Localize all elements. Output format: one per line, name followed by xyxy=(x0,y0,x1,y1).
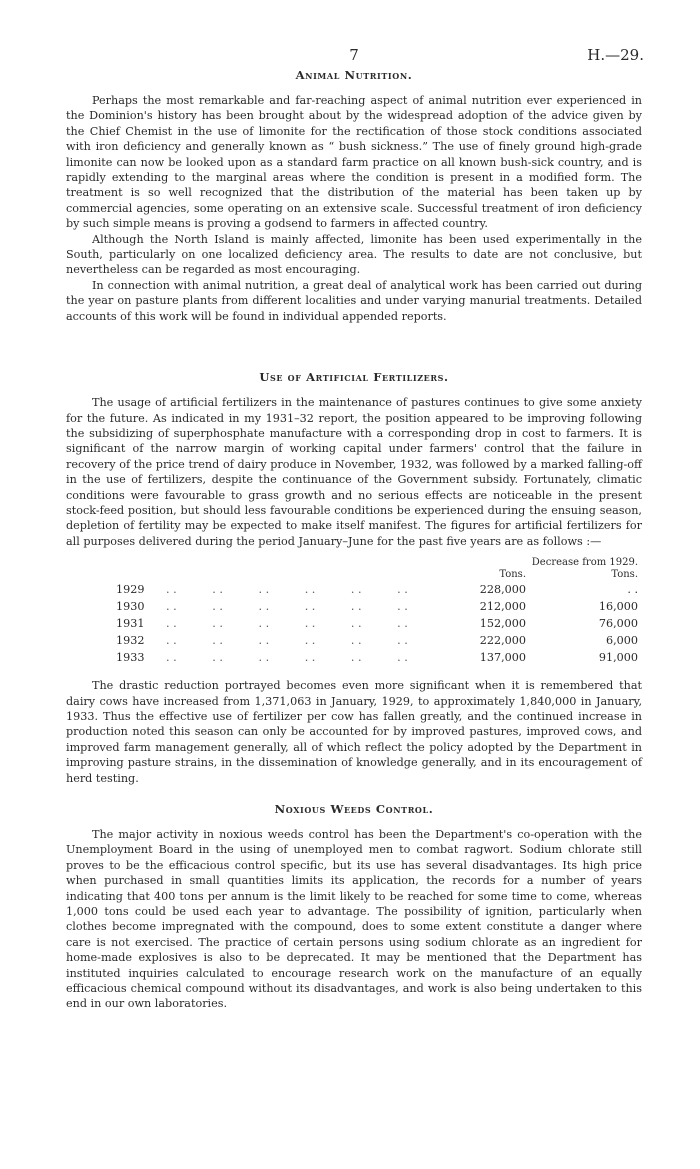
column-header-decrease-line2: Tons. xyxy=(611,569,638,581)
row-tons: 222,000 xyxy=(479,634,526,648)
paragraph: The usage of artificial fertilizers in the maintenance of pastures continues to give some anxiety for the future. As indicated in my 1931–32 report, the position appeared to be improving following the subsidizing of superphosphate manufacture with a corresponding drop in cost to farmers. It is significant of the narrow margin of working capital under farmers' control that the failure in recovery of the price trend of dairy produce in November, 1932, was followed by a marked falling-off in the use of fertilizers, despite the continuance of the Government subsidy. Fortunately, climatic conditions were favourable to grass growth and no serious effects are noticeable in the present stock-feed position, but should less favourable conditions be experienced during the ensuing season, depletion of fertility may be expected to make itself manifest. The figures for artificial fertilizers for all purposes delivered during the period January–June for the past five years are as follows :— xyxy=(66,396,642,548)
page-number: 7 xyxy=(349,46,359,64)
row-year: 1932 xyxy=(116,634,145,648)
row-tons: 152,000 xyxy=(479,617,526,631)
paragraph: In connection with animal nutrition, a great deal of analytical work has been carried out during the year on pasture plants from different localities and under varying manurial treatments. Detailed accounts of this work will be found in individual appended reports. xyxy=(66,278,642,323)
row-decrease: 76,000 xyxy=(598,617,638,631)
table-row xyxy=(66,581,638,598)
section-title-animal-nutrition: Animal Nutrition. xyxy=(295,68,413,82)
section-title-artificial-fertilizers: Use of Artificial Fertilizers. xyxy=(259,370,449,385)
table-row xyxy=(66,615,638,632)
dot-leader: . . . . . . . . . . . . xyxy=(166,634,408,648)
row-tons: 137,000 xyxy=(479,651,526,665)
row-year: 1933 xyxy=(116,651,145,665)
column-header-decrease xyxy=(526,557,638,581)
paragraph: Although the North Island is mainly affected, limonite has been used experimentally in the South, particularly on one localized deficiency area. The results to date are not conclusive, but nevertheless can be regarded as most encouraging. xyxy=(66,232,642,277)
column-header-tons: Tons. xyxy=(499,569,526,581)
table-row xyxy=(66,632,638,649)
row-year: 1930 xyxy=(116,600,145,614)
row-decrease: 16,000 xyxy=(598,600,638,614)
dot-leader: . . . . . . . . . . . . xyxy=(166,651,408,665)
table-header-row xyxy=(66,557,638,581)
dot-leader: . . . . . . . . . . . . xyxy=(166,617,408,631)
table-row xyxy=(66,598,638,615)
column-header-decrease-line1: Decrease from 1929. xyxy=(531,557,638,569)
dot-leader: . . . . . . . . . . . . xyxy=(166,600,408,614)
document-reference: H.—29. xyxy=(587,46,644,64)
row-year: 1929 xyxy=(116,583,145,597)
row-tons: 228,000 xyxy=(479,583,526,597)
row-tons: 212,000 xyxy=(479,600,526,614)
section-title-noxious-weeds: Noxious Weeds Control. xyxy=(274,802,434,816)
paragraph: Perhaps the most remarkable and far-reaching aspect of animal nutrition ever experienced in the Dominion's history has been brought about by the widespread adoption of the advice given by the Chief Chemist in the use of limonite for the rectification of those stock conditions associated with iron deficiency and generally known as “ bush sickness.” The use of finely ground high-grade limonite can now be looked upon as a standard farm practice on all known bush-sick country, and is rapidly extending to the marginal areas where the condition is present in a modified form. The treatment is so well recognized that the distribution of the material has been taken up by commercial agencies, some operating on an extensive scale. Successful treatment of iron deficiency by such simple means is proving a godsend to farmers in affected country. xyxy=(66,94,642,231)
page-header xyxy=(66,46,642,68)
row-decrease: 6,000 xyxy=(605,634,638,648)
table-row xyxy=(66,649,638,666)
row-year: 1931 xyxy=(116,617,145,631)
document-page xyxy=(66,46,642,1012)
fertilizer-table xyxy=(66,557,638,666)
paragraph: The major activity in noxious weeds control has been the Department's co-operation with the Unemployment Board in the using of unemployed men to combat ragwort. Sodium chlorate still proves to be the efficacious control specific, but its use has several disadvantages. Its high price when purchased in small quantities limits its application, the records for a number of years indicating that 400 tons per annum is the limit likely to be reached for some time to come, whereas 1,000 tons could be used each year to advantage. The possibility of ignition, particularly when clothes become impregnated with the compound, does to some extent constitute a danger where care is not exercised. The practice of certain persons using sodium chlorate as an ingredient for home-made explosives is also to be deprecated. It may be mentioned that the Department has instituted inquiries calculated to encourage research work on the manufacture of an equally efficacious chemical compound without its disadvantages, and work is also being undertaken to this end in our own laboratories. xyxy=(66,828,642,1011)
row-decrease: . . xyxy=(627,583,638,597)
row-decrease: 91,000 xyxy=(598,651,638,665)
paragraph: The drastic reduction portrayed becomes even more significant when it is remembered that dairy cows have increased from 1,371,063 in January, 1929, to approximately 1,840,000 in January, 1933. Thus the effective use of fertilizer per cow has fallen greatly, and the continued increase in production noted this season can only be accounted for by improved pastures, improved cows, and improved farm management generally, all of which reflect the policy adopted by the Department in improving pasture strains, in the dissemination of knowledge generally, and in its encouragement of herd testing. xyxy=(66,679,642,785)
dot-leader: . . . . . . . . . . . . xyxy=(166,583,408,597)
